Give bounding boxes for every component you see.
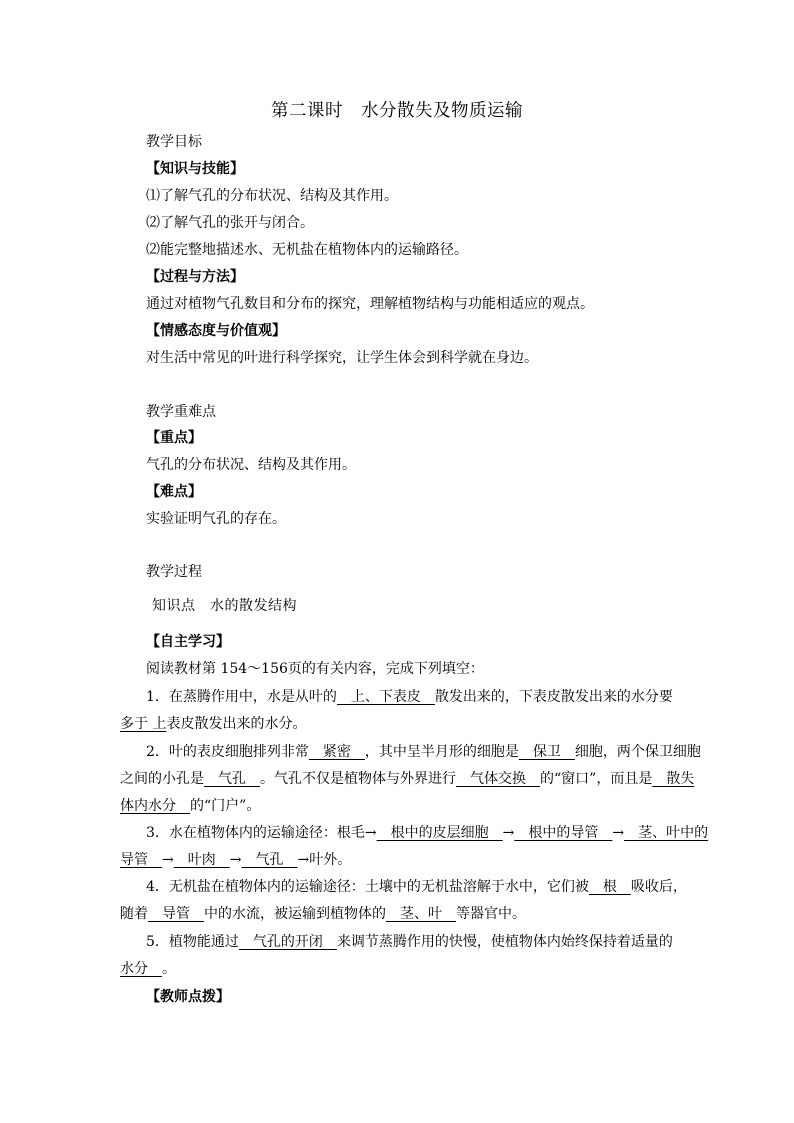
- reading-instruction: 阅读教材第 154～156页的有关内容，完成下列填空：: [146, 661, 484, 677]
- q5-text-c: 。: [162, 961, 176, 977]
- q2-text-a: 2．叶的表皮细胞排列非常: [146, 744, 309, 760]
- q3-text-d: →: [162, 852, 174, 868]
- q1-text-c: 表皮散发出来的水分。: [166, 716, 307, 732]
- question-3: [146, 824, 708, 842]
- q3-answer-3: 茎、叶中的: [624, 825, 709, 841]
- question-2: [146, 743, 701, 761]
- question-3-cont: [120, 851, 351, 869]
- q4-text-e: 等器官中。: [456, 906, 526, 922]
- q3-text-c: →: [612, 825, 625, 841]
- subheading-difficulty: 【难点】: [146, 484, 202, 500]
- subheading-self-study: 【自主学习】: [146, 634, 230, 650]
- q5-answer-2: 水分: [120, 961, 162, 977]
- q1-text-b: 散发出来的，下表皮散发出来的水分要: [434, 689, 673, 705]
- q3-text-a: 3．水在植物体内的运输途径：根毛→: [146, 825, 377, 841]
- q5-answer-1: 气孔的开闭: [238, 934, 337, 950]
- q2-text-e: 。气孔不仅是植物体与外界进行: [260, 771, 456, 787]
- section-heading-process: 教学过程: [146, 564, 202, 580]
- subheading-emotion: 【情感态度与价值观】: [146, 323, 286, 339]
- q5-text-a: 5．植物能通过: [146, 934, 239, 950]
- emotion-text: 对生活中常见的叶进行科学探究，让学生体会到科学就在身边。: [146, 350, 538, 366]
- q1-answer-2: 多于 上: [120, 716, 167, 732]
- q2-answer-5: 散失: [652, 771, 695, 787]
- question-1: [146, 688, 673, 706]
- q2-answer-2: 保卫: [518, 744, 575, 760]
- subheading-focus: 【重点】: [146, 430, 202, 446]
- question-2-cont: [120, 770, 694, 788]
- knowledge-point-heading: 知识点 水的散发结构: [152, 598, 297, 614]
- q4-answer-1: 根: [588, 879, 631, 895]
- question-2-cont2: [120, 797, 260, 815]
- q3-answer-4: 导管: [120, 852, 162, 868]
- question-5-cont: [120, 960, 176, 978]
- q3-text-b: →: [502, 825, 515, 841]
- question-5: [146, 933, 673, 951]
- q2-text-b: ，其中呈半月形的细胞是: [364, 744, 519, 760]
- q1-text-a: 1．在蒸腾作用中，水是从叶的: [146, 689, 337, 705]
- q3-answer-1: 根中的皮层细胞: [376, 825, 503, 841]
- question-4-cont: [120, 905, 526, 923]
- q4-text-d: 中的水流，被运输到植物体的: [204, 906, 386, 922]
- focus-text: 气孔的分布状况、结构及其作用。: [146, 457, 356, 473]
- objective-item: ⑵能完整地描述水、无机盐在植物体内的运输路径。: [146, 242, 468, 258]
- section-heading-keypoints: 教学重难点: [146, 404, 216, 420]
- objective-item: ⑵了解气孔的张开与闭合。: [146, 215, 314, 231]
- subheading-knowledge: 【知识与技能】: [146, 161, 244, 177]
- q4-text-c: 随着: [120, 906, 148, 922]
- section-heading-objectives: 教学目标: [146, 134, 202, 150]
- q2-text-c: 细胞，两个保卫细胞: [574, 744, 701, 760]
- process-text: 通过对植物气孔数目和分布的探究，理解植物结构与功能相适应的观点。: [146, 296, 594, 312]
- q5-text-b: 来调节蒸腾作用的快慢，使植物体内始终保持着适量的: [336, 934, 673, 950]
- difficulty-text: 实验证明气孔的存在。: [146, 511, 286, 527]
- q3-answer-6: 气孔: [241, 852, 298, 868]
- question-1-cont: [120, 715, 306, 733]
- q3-text-e: →: [229, 852, 242, 868]
- q1-answer-1: 上、下表皮: [336, 689, 435, 705]
- q4-text-b: 吸收后，: [630, 879, 687, 895]
- q2-answer-4: 气体交换: [456, 771, 540, 787]
- q2-answer-6: 体内水分: [120, 798, 190, 814]
- page-title: 第二课时 水分散失及物质运输: [271, 101, 523, 121]
- objective-item: ⑴了解气孔的分布状况、结构及其作用。: [146, 188, 398, 204]
- subheading-process: 【过程与方法】: [146, 269, 244, 285]
- q3-answer-2: 根中的导管: [514, 825, 613, 841]
- q2-answer-3: 气孔: [204, 771, 260, 787]
- question-4: [146, 878, 687, 896]
- q3-text-f: →叶外。: [297, 852, 352, 868]
- q3-answer-5: 叶肉: [173, 852, 230, 868]
- q2-text-f: 的“窗口”，而且是: [540, 771, 653, 787]
- q4-answer-2: 导管: [148, 906, 204, 922]
- q2-text-d: 之间的小孔是: [120, 771, 204, 787]
- q2-text-g: 的“门户”。: [190, 798, 261, 814]
- q4-text-a: 4．无机盐在植物体内的运输途径：土壤中的无机盐溶解于水中，它们被: [146, 879, 589, 895]
- q2-answer-1: 紧密: [308, 744, 365, 760]
- subheading-teacher-tips: 【教师点拨】: [146, 989, 230, 1005]
- q4-answer-3: 茎、叶: [386, 906, 456, 922]
